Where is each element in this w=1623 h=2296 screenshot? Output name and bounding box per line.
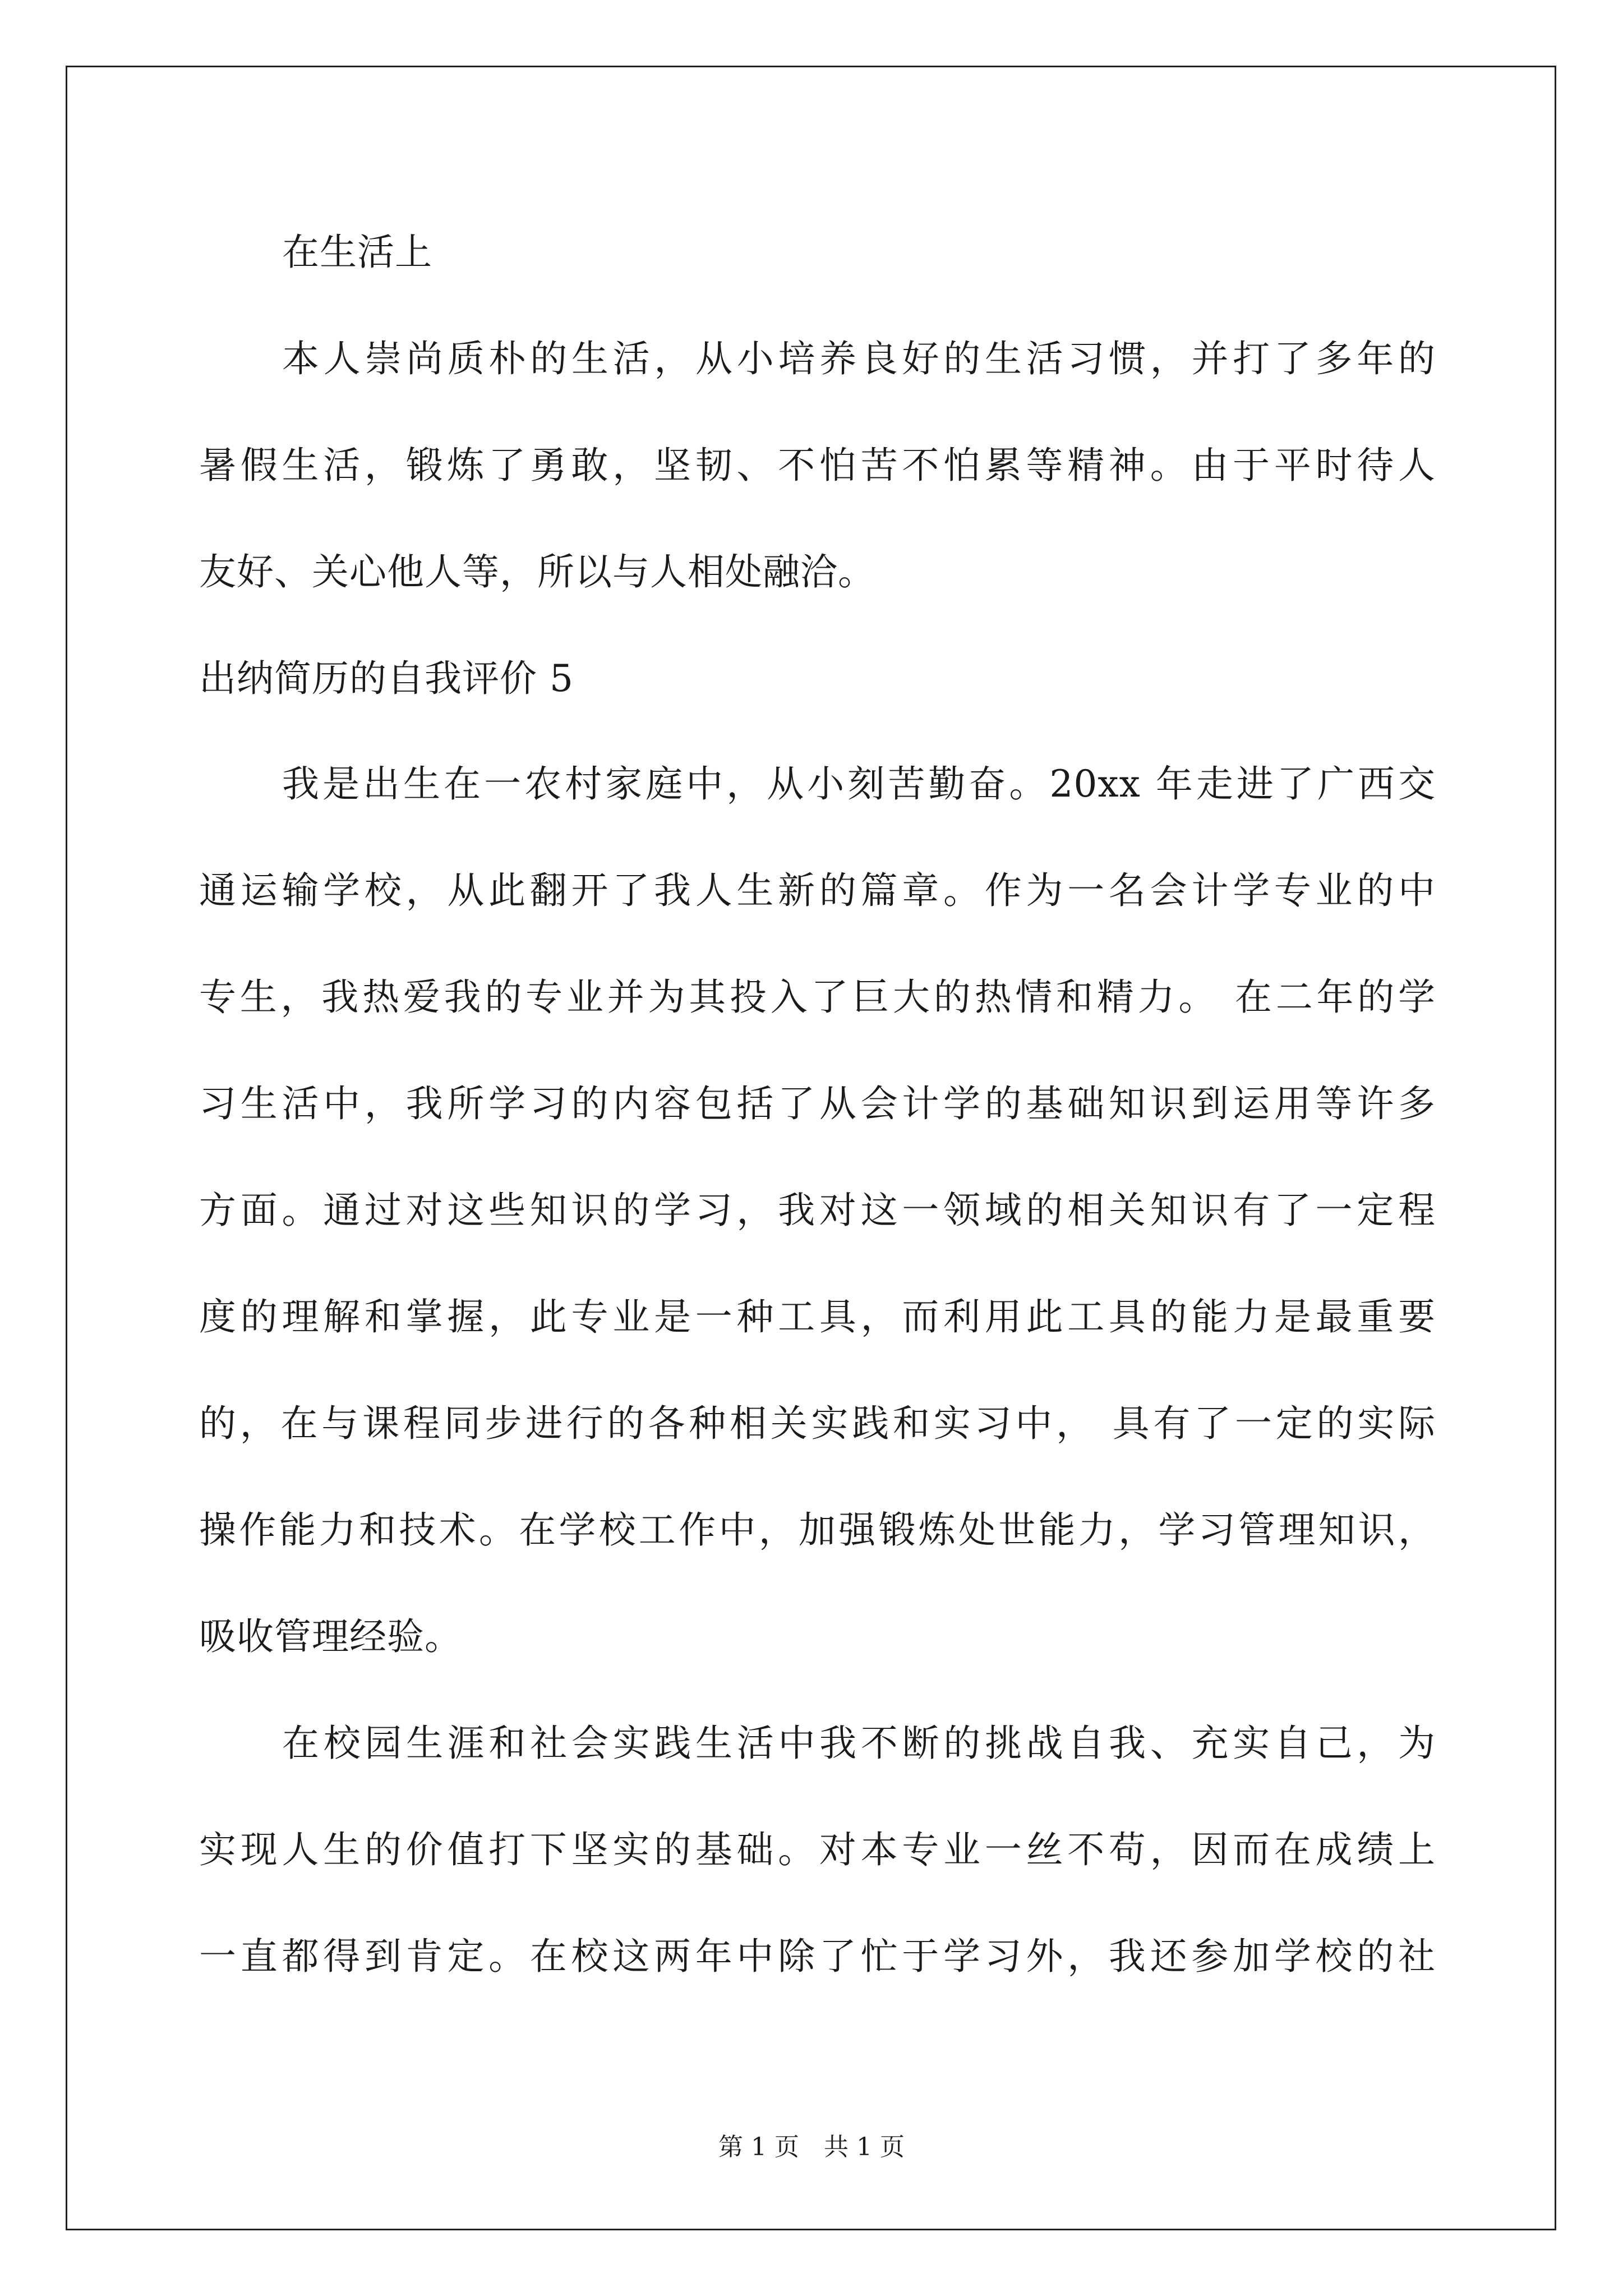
- paragraph-line: 我是出生在一农村家庭中，从小刻苦勤奋。20xx 年走进了广西交: [282, 762, 1436, 806]
- section-heading: 出纳简历的自我评价 5: [199, 657, 574, 700]
- paragraph-line: 吸收管理经验。: [199, 1615, 462, 1658]
- paragraph-line: 的，在与课程同步进行的各种相关实践和实习中， 具有了一定的实际: [199, 1402, 1436, 1445]
- paragraph-line: 专生，我热爱我的专业并为其投入了巨大的热情和精力。 在二年的学: [199, 976, 1436, 1019]
- paragraph-line: 本人崇尚质朴的生活，从小培养良好的生活习惯，并打了多年的: [282, 337, 1436, 380]
- paragraph-line: 度的理解和掌握，此专业是一种工具，而利用此工具的能力是最重要: [199, 1295, 1436, 1338]
- paragraph-line: 友好、关心他人等，所以与人相处融洽。: [199, 550, 875, 593]
- paragraph-line: 一直都得到肯定。在校这两年中除了忙于学习外，我还参加学校的社: [199, 1935, 1436, 1978]
- paragraph-line: 在校园生涯和社会实践生活中我不断的挑战自我、充实自己，为: [282, 1722, 1436, 1765]
- paragraph-line: 实现人生的价值打下坚实的基础。对本专业一丝不苟，因而在成绩上: [199, 1828, 1436, 1871]
- subheading-life: 在生活上: [282, 231, 432, 274]
- page-number-footer: 第 1 页 共 1 页: [718, 2133, 905, 2161]
- paragraph-line: 习生活中，我所学习的内容包括了从会计学的基础知识到运用等许多: [199, 1082, 1436, 1125]
- paragraph-line: 方面。通过对这些知识的学习，我对这一领域的相关知识有了一定程: [199, 1189, 1436, 1232]
- paragraph-line: 暑假生活，锻炼了勇敢，坚韧、不怕苦不怕累等精神。由于平时待人: [199, 444, 1436, 487]
- page-border: [66, 66, 1556, 2230]
- paragraph-line: 通运输学校，从此翻开了我人生新的篇章。作为一名会计学专业的中: [199, 869, 1436, 912]
- paragraph-line: 操作能力和技术。在学校工作中，加强锻炼处世能力，学习管理知识，: [199, 1508, 1436, 1552]
